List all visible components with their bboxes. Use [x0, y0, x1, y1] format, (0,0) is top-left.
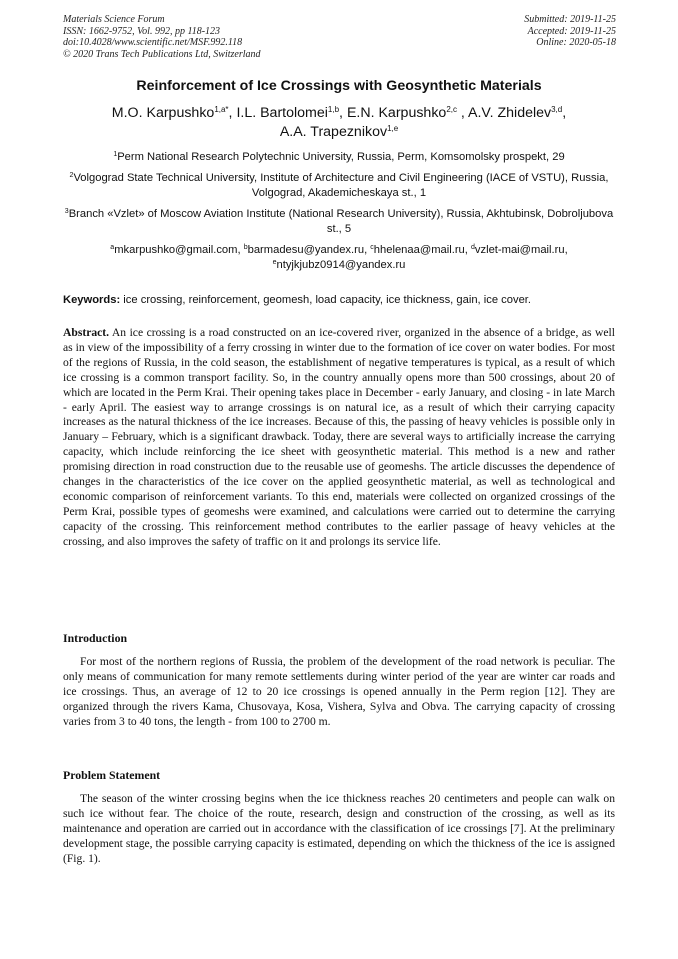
abstract	[63, 326, 615, 550]
introduction-heading: Introduction	[63, 631, 128, 645]
author: I.L. Bartolomei$^{1,b}$,	[236, 105, 347, 121]
author: E.N. Karpushko$^{2,c}$ ,	[346, 105, 469, 121]
accepted-date: Accepted: 2019-11-25	[527, 25, 616, 37]
paper-title: Reinforcement of Ice Crossings with Geosynthetic Materials	[136, 78, 542, 94]
affiliation: $^1$Perm National Research Polytechnic University, Russia, Perm, Komsomolsky prospekt, 29	[113, 151, 565, 163]
keywords-label: Keywords:	[63, 294, 121, 306]
affiliation: $^2$Volgograd State Technical University, Institute of Architecture and Civil Engineering (IACE of VSTU), Russia, Volgograd, Akademicheskaya st., 1	[69, 172, 609, 199]
journal-name: Materials Science Forum	[63, 14, 165, 25]
journal-copyright: © 2020 Trans Tech Publications Ltd, Switzerland	[63, 48, 261, 60]
email[interactable]: $^c$hhelenaa@mail.ru	[370, 244, 465, 256]
abstract-label: Abstract.	[63, 326, 110, 339]
problem-statement-heading: Problem Statement	[63, 768, 161, 782]
online-date: Online: 2020-05-18	[536, 37, 616, 48]
author-emails: $^a$mkarpushko@gmail.com, $^b$barmadesu@yandex.ru, $^c$hhelenaa@mail.ru, $^d$vzlet-mai@mail.ru, $^e$ntyjkjubz0914@yandex.ru	[110, 244, 568, 271]
keywords	[63, 293, 623, 307]
author: A.A. Trapeznikov$^{1,e}$	[279, 124, 399, 140]
introduction-paragraph: For most of the northern regions of Russia, the problem of the development of the road network is peculiar. The only means of communication for many remote settlements during winter period of the year are winter car roads and ice crossings. Thus, an average of 12 to 20 ice crossings is opened annually in the Perm region [12]. They are organized through the rivers Kama, Chusovaya, Kosa, Vishera, Sylva and Obva. The carrying capacity of crossing varies from 3 to 40 tons, the length - from 100 to 2700 m.	[63, 655, 615, 728]
abstract-text: An ice crossing is a road constructed on an ice-covered river, organized in the absence of a bridge, as well as in view of the impossibility of a ferry crossing in winter due to the formation of ice cover on water bodies. For most of the regions of Russia, in the cold season, the establishment of negative temperatures is typical, as a result of which ice crossing is a common transport facility. So, in the country annually opens more than 500 crossings, about 20 of which are located in the Perm Krai. Their opening takes place in December - early January, and closing - in late March - early April. The easiest way to arrange crossings is on natural ice, as a result of which their carrying capacity increases as the natural thickness of the ice increases. Because of this, the passing of heavy vehicles is possible only in January – February, which is a significant drawback. Today, there are several ways to artificially increase the carrying capacity, which include reinforcing the ice sheet with geosynthetic material. This method is a new and rather promising direction in road construction due to the reusable use of geomeshs. The article discusses the dependence of changes in the characteristics of the ice cover on the applied geosynthetic material, as well as technological and economic comparison of reinforcement variants. To this end, materials were collected on organized crossings of the Perm Krai, possible types of geomeshs were examined, and calculations were carried out to determine the carrying capacity of the crossing. This reinforcement method contributes to the earlier passage of heavy vehicles at the crossing, and also improves the safety of traffic on it and prolongs its service life.	[63, 326, 615, 548]
journal-issn: ISSN: 1662-9752, Vol. 992, pp 118-123	[63, 25, 221, 37]
email[interactable]: $^b$barmadesu@yandex.ru	[243, 244, 365, 256]
author: M.O. Karpushko$^{1,a*}$,	[111, 105, 237, 121]
keywords-text: ice crossing, reinforcement, geomesh, load capacity, ice thickness, gain, ice cover.	[120, 294, 532, 306]
submitted-date: Submitted: 2019-11-25	[524, 14, 616, 25]
email[interactable]: $^e$ntyjkjubz0914@yandex.ru	[272, 259, 406, 271]
email[interactable]: $^d$vzlet-mai@mail.ru	[470, 244, 565, 256]
journal-header-left	[63, 14, 261, 60]
author: A.V. Zhidelev$^{3,d}$,	[468, 105, 567, 121]
problem-statement-paragraph: The season of the winter crossing begins when the ice thickness reaches 20 centimeters and people can walk on such ice without fear. The choice of the route, research, design and construction of the crossing, as well as its maintenance and operation are carried out in accordance with the classification of ice crossings [7]. At the preliminary development stage, the possible carrying capacity is estimated, depending on which the thickness of the ice is assigned (Fig. 1).	[63, 792, 615, 865]
affiliation: $^3$Branch «Vzlet» of Moscow Aviation Institute (National Research University), Russia, Akhtubinsk, Dobroljubova st., 5	[64, 208, 614, 235]
journal-header-right	[524, 14, 616, 49]
author-list	[55, 104, 623, 142]
email[interactable]: $^a$mkarpushko@gmail.com	[110, 244, 238, 256]
journal-doi[interactable]: doi:10.4028/www.scientific.net/MSF.992.118	[63, 37, 243, 48]
